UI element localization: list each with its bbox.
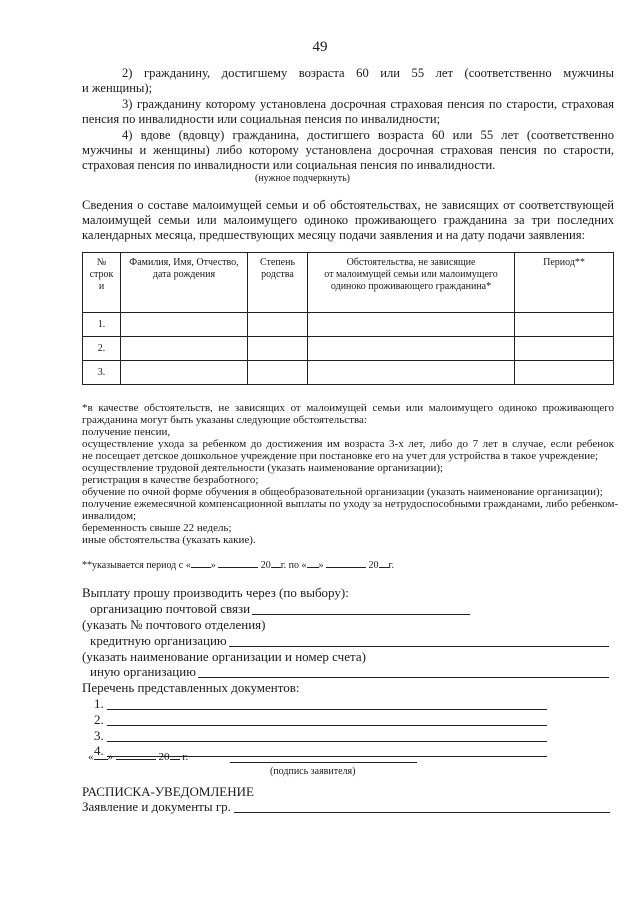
footnote-line: иные обстоятельства (указать какие). (82, 534, 256, 546)
receipt-title: РАСПИСКА-УВЕДОМЛЕНИЕ (82, 784, 254, 799)
footnote-line: обучение по очной форме обучения в общеобразовательной организации (указать наименование организации); (82, 486, 603, 498)
relation-cell[interactable] (248, 361, 308, 385)
underline-note: (нужное подчеркнуть) (255, 173, 350, 184)
footnote-line: не посещает детское дошкольное учреждение при постановке его на учет для устройства в такое учреждение; (82, 450, 599, 462)
document-number: 3. (94, 728, 104, 743)
relation-cell[interactable] (248, 313, 308, 337)
signature-date: « » 20 г. (88, 751, 189, 763)
payment-title: Выплату прошу производить через (по выбору): (82, 585, 349, 600)
footnote-line: гражданина могут быть указаны следующие обстоятельства: (82, 414, 367, 426)
footnote-line: беременность свыше 22 недель; (82, 522, 232, 534)
receipt-line-label: Заявление и документы гр. (82, 799, 231, 814)
signature-field[interactable] (230, 762, 417, 763)
period-cell[interactable] (515, 313, 614, 337)
option-4-line3: страховая пенсия по инвалидности или социальная пенсия по инвалидности. (82, 158, 496, 172)
receipt-name-field[interactable] (234, 812, 610, 813)
info-heading-line1: Сведения о составе малоимущей семьи и об обстоятельствах, не зависящих от соответствующей (82, 198, 614, 212)
period-cell[interactable] (515, 337, 614, 361)
credit-org-field[interactable] (229, 646, 609, 647)
info-heading-line2: малоимущей семьи или малоимущего одиноко проживающего гражданина за три последних (82, 213, 614, 227)
footnote-line: получение ежемесячной компенсационной выплаты по уходу за нетрудоспособными гражданами, либо ребенком- (82, 498, 619, 510)
row-number: 3. (83, 361, 121, 385)
header-num: № строк и (83, 253, 121, 313)
table-header-row (83, 253, 614, 313)
footnote-line: осуществление трудовой деятельности (указать наименование организации); (82, 462, 444, 474)
payment-post-label: организацию почтовой связи (90, 601, 251, 616)
header-relation: Степень родства (248, 253, 308, 313)
footnote-line: получение пенсии, (82, 426, 171, 438)
info-heading-line3: календарных месяца, предшествующих месяцу подачи заявления и на дату подачи заявления: (82, 228, 585, 242)
document-field[interactable] (107, 725, 547, 726)
row-number: 2. (83, 337, 121, 361)
post-office-field[interactable] (252, 614, 470, 615)
document-number: 1. (94, 696, 104, 711)
footnote-line: инвалидом; (82, 510, 137, 522)
header-circumstances: Обстоятельства, не зависящие от малоимущей семьи или малоимущего одиноко проживающего гражданина* (308, 253, 515, 313)
option-2-line1: 2) гражданину, достигшему возраста 60 или 55 лет (соответственно мужчины (122, 66, 614, 80)
header-period: Период** (515, 253, 614, 313)
document-field[interactable] (107, 741, 547, 742)
other-org-field[interactable] (198, 677, 609, 678)
table-row (83, 361, 614, 385)
name-cell[interactable] (121, 337, 248, 361)
name-cell[interactable] (121, 313, 248, 337)
payment-other-label: иную организацию (90, 664, 196, 679)
option-4-line1: 4) вдове (вдовцу) гражданина, достигшего возраста 60 или 55 лет (соответственно (122, 128, 614, 142)
page-number: 49 (312, 39, 328, 55)
signature-caption: (подпись заявителя) (270, 766, 356, 777)
row-number: 1. (83, 313, 121, 337)
footnote-line: *в качестве обстоятельств, не зависящих от малоимущей семьи или малоимущего одиноко проживающего (82, 402, 614, 414)
option-3-line1: 3) гражданину которому установлена досрочная страховая пенсия по старости, страховая (122, 97, 614, 111)
circumstances-cell[interactable] (308, 337, 515, 361)
option-2-line2: и женщины); (82, 81, 153, 95)
family-table (82, 252, 614, 385)
header-name: Фамилия, Имя, Отчество, дата рождения (121, 253, 248, 313)
option-4-line2: мужчины и женщины) либо которому установлена досрочная страховая пенсия по старости, (82, 143, 614, 157)
document-field[interactable] (107, 709, 547, 710)
period-cell[interactable] (515, 361, 614, 385)
circumstances-cell[interactable] (308, 313, 515, 337)
table-row (83, 313, 614, 337)
circumstances-cell[interactable] (308, 361, 515, 385)
table-row (83, 337, 614, 361)
document-number: 2. (94, 712, 104, 727)
document-number: 4. (94, 743, 104, 758)
footnote-line: осуществление ухода за ребенком до достижения им возраста 3-х лет, либо до 7 лет в случае, если ребенок (82, 438, 614, 450)
relation-cell[interactable] (248, 337, 308, 361)
footnote-line: регистрация в качестве безработного; (82, 474, 259, 486)
payment-credit-hint: (указать наименование организации и номер счета) (82, 649, 366, 664)
payment-post-hint: (указать № почтового отделения) (82, 617, 266, 632)
option-3-line2: пенсия по инвалидности или социальная пенсия по инвалидности; (82, 112, 441, 126)
payment-credit-label: кредитную организацию (90, 633, 227, 648)
documents-title: Перечень представленных документов: (82, 680, 300, 695)
name-cell[interactable] (121, 361, 248, 385)
period-note: **указывается период с « » 20 г. по « » 20 г. (82, 560, 395, 571)
